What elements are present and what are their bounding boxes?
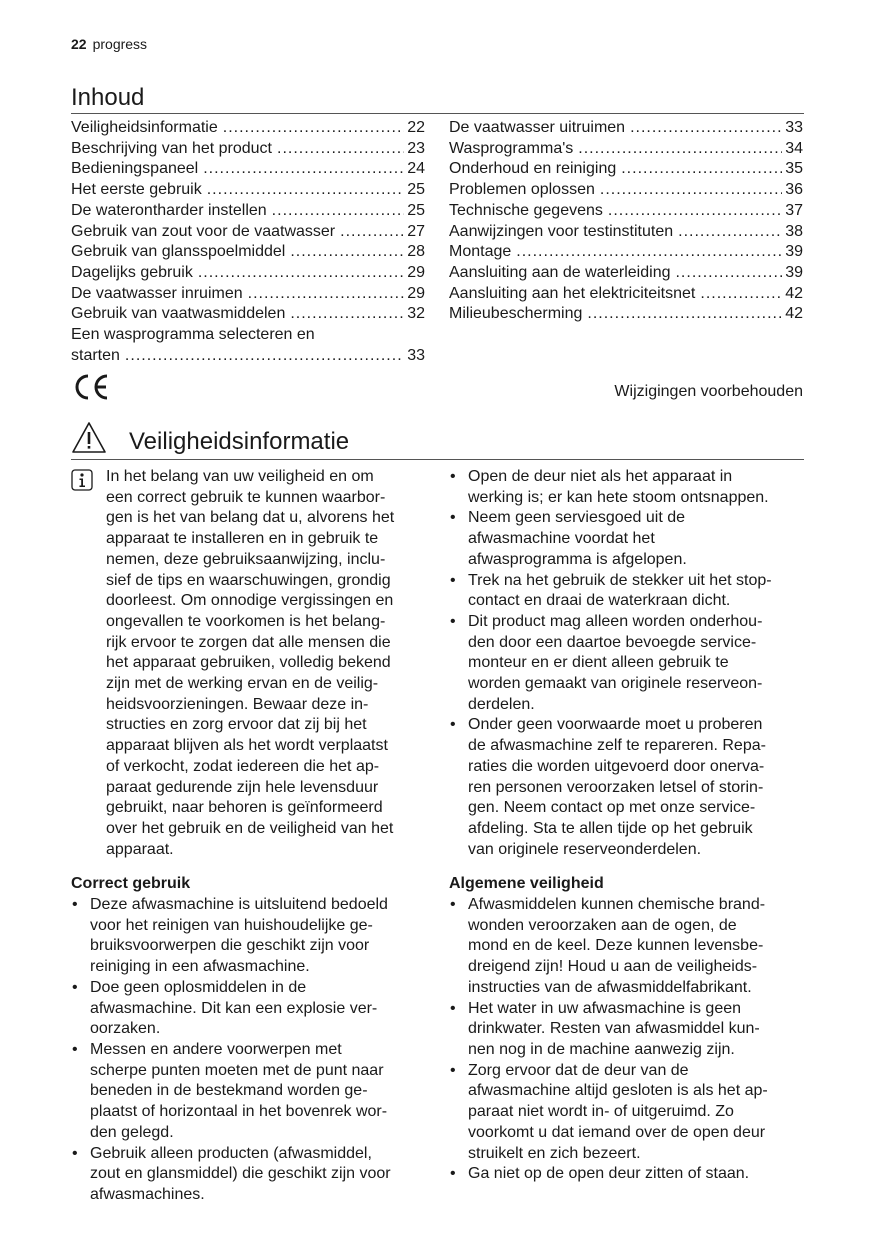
- toc-entry-title: Het eerste gebruik: [71, 181, 202, 199]
- list-item-line: afwasmachine altijd gesloten is als het ap-: [468, 1082, 768, 1100]
- list-item: [449, 895, 805, 999]
- section-divider: [71, 459, 804, 460]
- list-item-line: afwasmachines.: [90, 1185, 205, 1203]
- toc-entry-page: 36: [785, 181, 803, 199]
- toc-entry-page: 24: [407, 160, 425, 178]
- list-item-line: afwasprogramma is afgelopen.: [468, 550, 687, 568]
- toc-leader-dots: [608, 201, 782, 222]
- intro-line: rijk ervoor te zorgen dat alle mensen die: [106, 633, 391, 651]
- toc-entry-title: De waterontharder instellen: [71, 201, 267, 219]
- toc-entry: [71, 118, 425, 139]
- intro-line: het apparaat gebruiken, volledig bekend: [106, 654, 391, 672]
- intro-line: een correct gebruik te kunnen waarbor-: [106, 488, 386, 506]
- toc-right-column: [449, 118, 803, 325]
- list-item-line: • Dit product mag alleen worden onderhou-: [468, 612, 763, 630]
- toc-entry-title: Onderhoud en reiniging: [449, 160, 617, 178]
- toc-title: Inhoud: [71, 84, 145, 111]
- toc-entry-title: Gebruik van zout voor de vaatwasser: [71, 222, 336, 240]
- correct-use-heading: Correct gebruik: [71, 875, 191, 893]
- ce-mark-icon: [71, 372, 111, 402]
- intro-line: gebruikt, naar behoren is geïnformeerd: [106, 799, 383, 817]
- general-safety-heading: Algemene veiligheid: [449, 875, 604, 893]
- toc-entry-title: Technische gegevens: [449, 201, 603, 219]
- list-item-line: • Deze afwasmachine is uitsluitend bedoeld: [90, 896, 388, 914]
- toc-entry-title: De vaatwasser inruimen: [71, 284, 243, 302]
- toc-entry: [71, 180, 425, 201]
- toc-entry-title: Wasprogramma's: [449, 139, 574, 157]
- toc-entry-page: 37: [785, 201, 803, 219]
- warning-triangle-icon: [71, 421, 107, 454]
- list-item-line: de afwasmachine zelf te repareren. Repa-: [468, 737, 766, 755]
- toc-entry: [449, 159, 803, 180]
- list-item-line: voor het reinigen van huishoudelijke ge-: [90, 916, 373, 934]
- intro-line: structies en zorg ervoor dat zij bij het: [106, 716, 367, 734]
- toc-entry-title: Aanwijzingen voor testinstituten: [449, 222, 674, 240]
- list-item-line: instructies van de afwasmiddelfabrikant.: [468, 978, 752, 996]
- list-item: [449, 508, 805, 570]
- toc-entry-page: 42: [785, 305, 803, 323]
- toc-entry: [71, 304, 425, 325]
- list-item-line: werking is; er kan hete stoom ontsnappen.: [468, 488, 769, 506]
- toc-leader-dots: [198, 263, 404, 284]
- list-item-line: • Afwasmiddelen kunnen chemische brand-: [468, 896, 766, 914]
- page-header: [71, 36, 147, 52]
- toc-entry-page: 39: [785, 263, 803, 281]
- brand-name: progress: [92, 36, 148, 52]
- intro-line: doorleest. Om onnodige vergissingen en: [106, 592, 394, 610]
- toc-entry-page: 38: [785, 222, 803, 240]
- list-item-line: mond en de keel. Deze kunnen levensbe-: [468, 937, 764, 955]
- list-item-line: worden gemaakt van originele reserveon-: [468, 675, 763, 693]
- list-item-line: derdelen.: [468, 695, 535, 713]
- info-icon: [71, 469, 93, 491]
- list-item-line: monteur en er dient alleen gebruik te: [468, 654, 729, 672]
- intro-line: heidsvoorzieningen. Bewaar deze in-: [106, 695, 369, 713]
- list-item: [449, 1061, 805, 1165]
- toc-entry: [71, 222, 425, 243]
- intro-line: sief de tips en waarschuwingen, grondig: [106, 571, 391, 589]
- intro-line: zijn met de werking ervan en de veilig-: [106, 675, 379, 693]
- toc-leader-dots: [207, 180, 404, 201]
- list-item: [449, 467, 805, 508]
- toc-entry-page: 33: [785, 119, 803, 136]
- intro-line: In het belang van uw veiligheid en om: [106, 468, 374, 485]
- list-item-line: raties die worden uitgevoerd door onerva-: [468, 757, 765, 775]
- toc-entry: [449, 201, 803, 222]
- list-item-line: afdeling. Sta te allen tijde op het gebruik: [468, 819, 753, 837]
- toc-leader-dots: [248, 284, 405, 305]
- toc-entry: [449, 304, 803, 325]
- intro-line: nemen, deze gebruiksaanwijzing, inclu-: [106, 550, 386, 568]
- intro-paragraph: [106, 467, 427, 860]
- list-item-line: struikelt en zich bezeert.: [468, 1144, 641, 1162]
- list-item-line: ren personen veroorzaken letsel of storin-: [468, 778, 764, 796]
- toc-entry: [71, 242, 425, 263]
- toc-entry: [71, 284, 425, 305]
- body-right-column: [449, 467, 805, 1185]
- list-item: [449, 715, 805, 860]
- toc-leader-dots: [516, 242, 782, 263]
- toc-entry-title: Dagelijks gebruik: [71, 263, 193, 281]
- changes-reserved-note: Wijzigingen voorbehouden: [614, 383, 803, 400]
- list-item-line: drinkwater. Resten van afwasmiddel kun-: [468, 1020, 760, 1038]
- toc-entry-title: Milieubescherming: [449, 305, 583, 323]
- toc-entry-title: Montage: [449, 243, 512, 261]
- list-item-line: paraat niet wordt in- of uitgeruimd. Zo: [468, 1103, 734, 1121]
- intro-line: apparaat blijven als het wordt verplaatst: [106, 737, 388, 755]
- toc-entry-page: 35: [785, 160, 803, 178]
- intro-line: apparaat.: [106, 840, 174, 858]
- toc-entry-title: Gebruik van glansspoelmiddel: [71, 243, 286, 261]
- toc-entry-page: 39: [785, 243, 803, 261]
- toc-entry-page: 25: [407, 201, 425, 219]
- list-item-line: voorkomt u dat iemand over de open deur: [468, 1123, 766, 1141]
- list-item: [71, 978, 427, 1040]
- list-item-line: scherpe punten moeten met de punt naar: [90, 1061, 384, 1079]
- intro-line: apparaat te installeren en in gebruik te: [106, 530, 379, 548]
- toc-entry-page: 33: [407, 346, 425, 364]
- toc-entry-title: De vaatwasser uitruimen: [449, 119, 626, 136]
- general-safety-list: [449, 895, 805, 1185]
- list-item-line: oorzaken.: [90, 1020, 161, 1038]
- toc-entry-page: 29: [407, 284, 425, 302]
- toc-leader-dots: [678, 222, 782, 243]
- toc-entry-title: starten: [71, 346, 120, 364]
- toc-leader-dots: [223, 118, 404, 139]
- toc-entry-title: Aansluiting aan de waterleiding: [449, 263, 671, 281]
- toc-entry-page: 32: [407, 305, 425, 323]
- toc-entry: [71, 159, 425, 180]
- toc-entry-title: Problemen oplossen: [449, 181, 595, 199]
- list-item-line: • Messen en andere voorwerpen met: [90, 1040, 342, 1058]
- list-item-line: • Ga niet op de open deur zitten of staan.: [468, 1165, 750, 1183]
- list-item: [71, 895, 427, 978]
- toc-entry-page: 28: [407, 243, 425, 261]
- toc-leader-dots: [600, 180, 782, 201]
- list-item-line: contact en draai de waterkraan dicht.: [468, 592, 731, 610]
- list-item-line: gen. Neem contact op met onze service-: [468, 799, 756, 817]
- toc-entry-title: Gebruik van vaatwasmiddelen: [71, 305, 286, 323]
- toc-entry-page: 34: [785, 139, 803, 157]
- intro-line: ongevallen te voorkomen is het belang-: [106, 612, 386, 630]
- toc-entry: [71, 346, 425, 367]
- toc-entry: [71, 139, 425, 160]
- list-item-line: van originele reserveonderdelen.: [468, 840, 702, 858]
- list-item: [71, 1144, 427, 1206]
- list-item: [449, 1164, 805, 1185]
- list-item-line: den gelegd.: [90, 1123, 174, 1141]
- list-item: [449, 999, 805, 1061]
- list-item-line: afwasmachine voordat het: [468, 530, 655, 548]
- toc-leader-dots: [630, 118, 782, 139]
- toc-leader-dots: [272, 201, 405, 222]
- intro-line: over het gebruik en de veiligheid van het: [106, 819, 394, 837]
- toc-leader-dots: [587, 304, 782, 325]
- intro-line: of verkocht, zodat iedereen die het ap-: [106, 757, 380, 775]
- toc-entry-page: 25: [407, 181, 425, 199]
- list-item: [449, 571, 805, 612]
- toc-leader-dots: [290, 304, 404, 325]
- list-item-line: • Doe geen oplosmiddelen in de: [90, 978, 307, 996]
- toc-entry: [71, 263, 425, 284]
- toc-entry-title: Bedieningspaneel: [71, 160, 199, 178]
- toc-entry: [449, 118, 803, 139]
- toc-entry-title-line: Een wasprogramma selecteren en: [71, 326, 315, 344]
- toc-entry: [449, 242, 803, 263]
- intro-line: paraat gedurende zijn hele levensduur: [106, 778, 379, 796]
- list-item-line: zout en glansmiddel) die geschikt zijn voor: [90, 1165, 391, 1183]
- list-item-line: den door een daartoe bevoegde service-: [468, 633, 757, 651]
- list-item-line: • Neem geen serviesgoed uit de: [468, 509, 686, 527]
- toc-entry-page: 22: [407, 119, 425, 136]
- list-item-line: beneden in de bestekmand worden ge-: [90, 1082, 368, 1100]
- list-item-line: nen nog in de machine aanwezig zijn.: [468, 1040, 735, 1058]
- toc-entry-title: Beschrijving van het product: [71, 139, 272, 157]
- list-item-line: afwasmachine. Dit kan een explosie ver-: [90, 999, 378, 1017]
- section-title: Veiligheidsinformatie: [129, 428, 350, 455]
- list-item-line: dreigend zijn! Houd u aan de veiligheids-: [468, 958, 758, 976]
- page-number: 22: [71, 36, 87, 52]
- toc-leader-dots: [125, 346, 404, 367]
- toc-leader-dots: [277, 139, 404, 160]
- list-item-line: • Open de deur niet als het apparaat in: [468, 468, 733, 485]
- toc-entry: [449, 263, 803, 284]
- info-note: [71, 467, 427, 860]
- toc-entry: [71, 201, 425, 222]
- toc-leader-dots: [340, 222, 404, 243]
- toc-entry-title: Aansluiting aan het elektriciteitsnet: [449, 284, 696, 302]
- list-item-line: reiniging in een afwasmachine.: [90, 958, 310, 976]
- toc-divider: [71, 113, 804, 114]
- toc-entry-title: Veiligheidsinformatie: [71, 119, 218, 136]
- toc-leader-dots: [578, 139, 782, 160]
- list-item-line: • Zorg ervoor dat de deur van de: [468, 1061, 689, 1079]
- list-item-line: • Trek na het gebruik de stekker uit het stop-: [468, 571, 772, 589]
- toc-leader-dots: [675, 263, 782, 284]
- toc-entry-page: 27: [407, 222, 425, 240]
- safety-list: [449, 467, 805, 860]
- toc-entry-page: 29: [407, 263, 425, 281]
- list-item-line: • Gebruik alleen producten (afwasmiddel,: [90, 1144, 372, 1162]
- toc-entry-page: 23: [407, 139, 425, 157]
- toc-entry: [449, 284, 803, 305]
- body-left-column: [71, 467, 427, 1206]
- list-item-line: • Onder geen voorwaarde moet u proberen: [468, 716, 763, 734]
- list-item: [71, 1040, 427, 1144]
- list-item-line: • Het water in uw afwasmachine is geen: [468, 999, 742, 1017]
- list-item-line: plaatst of horizontaal in het bovenrek wor-: [90, 1103, 388, 1121]
- toc-left-column: [71, 118, 425, 366]
- list-item: [449, 612, 805, 716]
- correct-use-list: [71, 895, 427, 1206]
- toc-entry: [449, 139, 803, 160]
- intro-line: gen is het van belang dat u, alvorens het: [106, 509, 395, 527]
- toc-entry-page: 42: [785, 284, 803, 302]
- toc-entry: [449, 180, 803, 201]
- toc-entry: [449, 222, 803, 243]
- toc-leader-dots: [621, 159, 782, 180]
- list-item-line: bruiksvoorwerpen die geschikt zijn voor: [90, 937, 370, 955]
- list-item-line: wonden veroorzaken aan de ogen, de: [468, 916, 737, 934]
- toc-leader-dots: [700, 284, 782, 305]
- toc-leader-dots: [203, 159, 404, 180]
- toc-leader-dots: [290, 242, 404, 263]
